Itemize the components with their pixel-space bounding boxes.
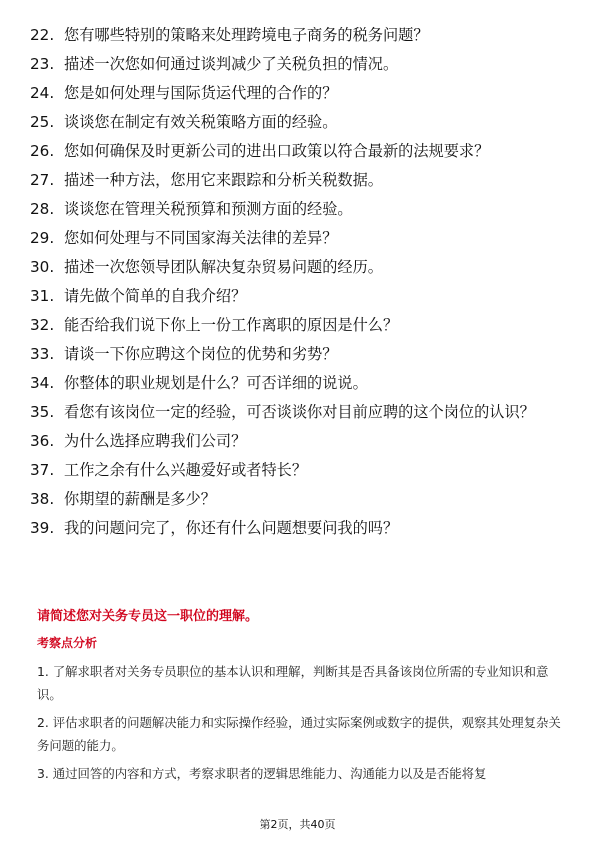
question-number: 28.: [30, 200, 55, 218]
question-item: [30, 371, 570, 395]
question-text: 我的问题问完了，你还有什么问题想要问我的吗？: [64, 519, 399, 537]
question-number: 33.: [30, 345, 55, 363]
question-item: [30, 313, 570, 337]
question-number: 38.: [30, 490, 55, 508]
question-item: [30, 23, 570, 47]
question-text: 能否给我们说下你上一份工作离职的原因是什么？: [64, 316, 399, 334]
question-number: 32.: [30, 316, 55, 334]
question-number: 37.: [30, 461, 55, 479]
question-text: 谈谈您在管理关税预算和预测方面的经验。: [64, 200, 353, 218]
analysis-item: 3. 通过回答的内容和方式，考察求职者的逻辑思维能力、沟通能力以及是否能将复: [37, 766, 487, 781]
question-text: 描述一次您领导团队解决复杂贸易问题的经历。: [64, 258, 383, 276]
question-number: 22.: [30, 26, 55, 44]
analysis-list: [37, 660, 562, 790]
question-number: 24.: [30, 84, 55, 102]
question-item: [30, 110, 570, 134]
question-item: [30, 516, 570, 540]
question-item: [30, 458, 570, 482]
question-text: 工作之余有什么兴趣爱好或者特长？: [64, 461, 307, 479]
question-item: [30, 487, 570, 511]
question-text: 你整体的职业规划是什么？可否详细的说说。: [64, 374, 368, 392]
question-item: [30, 139, 570, 163]
question-text: 请谈一下你应聘这个岗位的优势和劣势？: [64, 345, 338, 363]
question-text: 请先做个简单的自我介绍？: [64, 287, 247, 305]
question-text: 您如何处理与不同国家海关法律的差异？: [64, 229, 338, 247]
question-text: 为什么选择应聘我们公司？: [64, 432, 247, 450]
question-text: 看您有该岗位一定的经验，可否谈谈你对目前应聘的这个岗位的认识？: [64, 403, 535, 421]
question-number: 35.: [30, 403, 55, 421]
question-text: 您是如何处理与国际货运代理的合作的？: [64, 84, 338, 102]
question-number: 39.: [30, 519, 55, 537]
question-item: [30, 342, 570, 366]
analysis-item: 2. 评估求职者的问题解决能力和实际操作经验，通过实际案例或数字的提供，观察其处理复杂关务问题的能力。: [37, 715, 561, 753]
question-item: [30, 197, 570, 221]
question-number: 36.: [30, 432, 55, 450]
question-number: 26.: [30, 142, 55, 160]
question-item: [30, 429, 570, 453]
question-item: [30, 226, 570, 250]
analysis-item: 1. 了解求职者对关务专员职位的基本认识和理解，判断其是否具备该岗位所需的专业知识和意识。: [37, 664, 549, 702]
question-text: 你期望的薪酬是多少？: [64, 490, 216, 508]
section-heading: 请简述您对关务专员这一职位的理解。: [37, 609, 259, 624]
question-number: 25.: [30, 113, 55, 131]
question-text: 描述一种方法，您用它来跟踪和分析关税数据。: [64, 171, 383, 189]
question-number: 29.: [30, 229, 55, 247]
question-number: 30.: [30, 258, 55, 276]
question-text: 您有哪些特别的策略来处理跨境电子商务的税务问题？: [64, 26, 429, 44]
page-footer: 第2页，共40页: [259, 818, 336, 831]
question-text: 您如何确保及时更新公司的进出口政策以符合最新的法规要求？: [64, 142, 490, 160]
question-text: 谈谈您在制定有效关税策略方面的经验。: [64, 113, 338, 131]
question-item: [30, 81, 570, 105]
question-number: 34.: [30, 374, 55, 392]
question-item: [30, 168, 570, 192]
question-list: [30, 23, 570, 545]
question-text: 描述一次您如何通过谈判减少了关税负担的情况。: [64, 55, 399, 73]
question-item: [30, 284, 570, 308]
analysis-heading: 考察点分析: [37, 636, 98, 650]
question-number: 27.: [30, 171, 55, 189]
question-item: [30, 255, 570, 279]
question-number: 23.: [30, 55, 55, 73]
question-item: [30, 52, 570, 76]
question-item: [30, 400, 570, 424]
question-number: 31.: [30, 287, 55, 305]
